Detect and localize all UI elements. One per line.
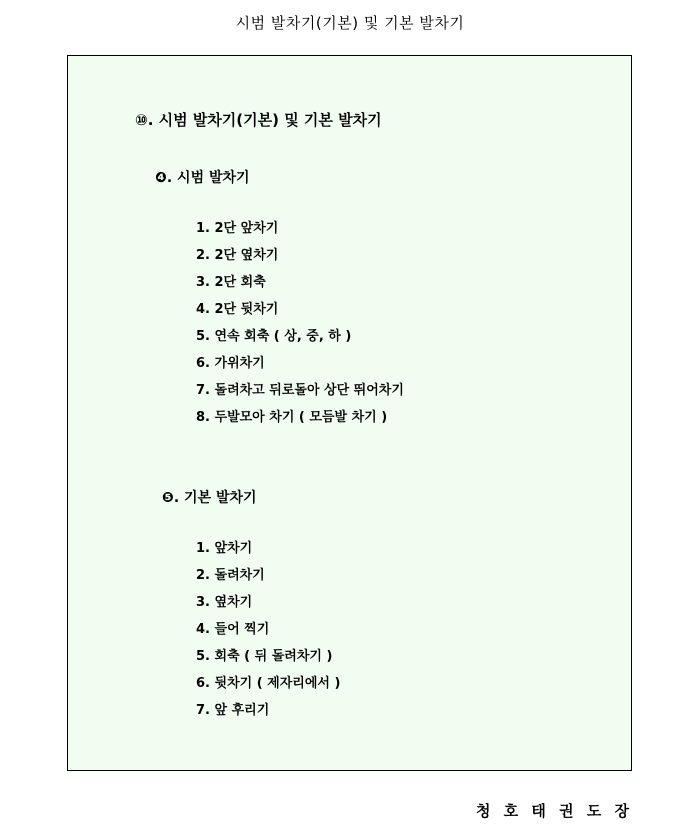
list-item: 1. 2단 앞차기 xyxy=(196,221,279,236)
demo-kicks-heading: ❹. 시범 발차기 xyxy=(155,170,250,186)
basic-kicks-list xyxy=(196,540,340,729)
list-item: 3. 옆차기 xyxy=(196,595,253,610)
list-item: 2. 2단 옆차기 xyxy=(196,248,279,263)
demo-kicks-list xyxy=(196,220,404,436)
list-item: 4. 들어 찍기 xyxy=(196,622,270,637)
list-item: 6. 가위차기 xyxy=(196,356,265,371)
basic-kicks-heading: ❺. 기본 발차기 xyxy=(162,490,257,506)
list-item: 6. 뒷차기 ( 제자리에서 ) xyxy=(196,676,341,691)
list-item: 7. 앞 후리기 xyxy=(196,703,270,718)
list-item: 5. 연속 회축 ( 상, 중, 하 ) xyxy=(196,329,352,344)
list-item: 1. 앞차기 xyxy=(196,541,253,556)
list-item: 2. 돌려차기 xyxy=(196,568,265,583)
page-title: 시범 발차기(기본) 및 기본 발차기 xyxy=(235,14,465,32)
list-item: 4. 2단 뒷차기 xyxy=(196,302,279,317)
list-item: 8. 두발모아 차기 ( 모듬발 차기 ) xyxy=(196,410,388,425)
list-item: 5. 회축 ( 뒤 돌려차기 ) xyxy=(196,649,333,664)
section-heading: ⑩. 시범 발차기(기본) 및 기본 발차기 xyxy=(135,111,382,129)
list-item: 7. 돌려차고 뒤로돌아 상단 뛰어차기 xyxy=(196,383,404,398)
school-name: 청 호 태 권 도 장 xyxy=(475,802,633,820)
list-item: 3. 2단 회축 xyxy=(196,275,266,290)
